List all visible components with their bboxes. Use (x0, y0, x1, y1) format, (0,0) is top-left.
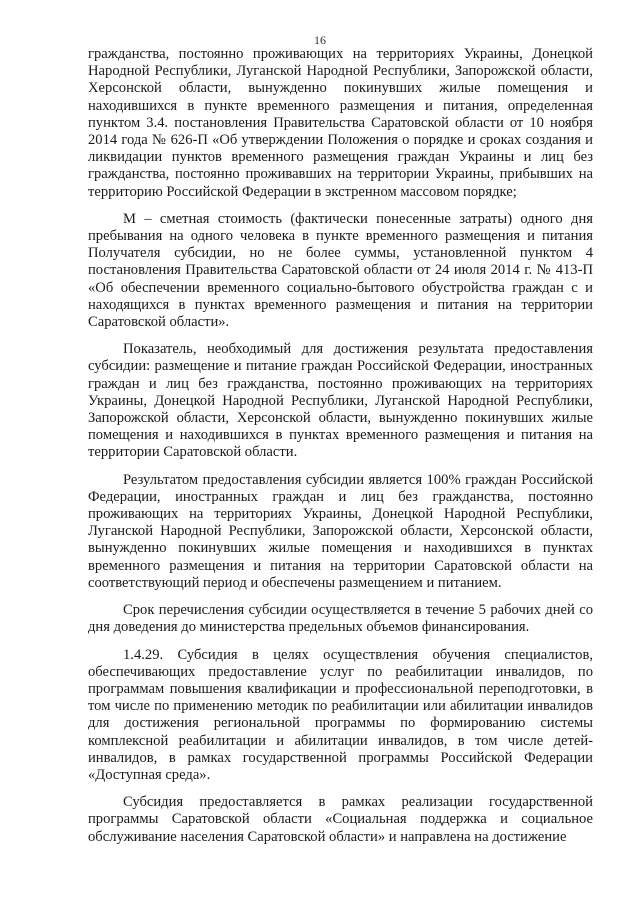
paragraph: Субсидия предоставляется в рамках реализации государственной программы Саратовской области «Социальная поддержка и социальное обслуживание населения Саратовской области» и направлена на достижение (88, 794, 593, 845)
page-number: 16 (314, 33, 326, 47)
paragraph: Показатель, необходимый для достижения результата предоставления субсидии: размещение и питание граждан Российской Федерации, иностранных граждан и лиц без гражданства, постоянно проживающих на территориях Украины, Донецкой Народной Республики, Луганской Народной Республики, Запорожской области, Херсонской области, вынужденно покинувших жилые помещения и находившихся в пунктах временного размещения и питания на территории Саратовской области. (88, 341, 593, 461)
paragraph: M – сметная стоимость (фактически понесенные затраты) одного дня пребывания на одного человека в пункте временного размещения и питания Получателя субсидии, но не более суммы, установленной пунктом 4 постановления Правительства Саратовской области от 24 июля 2014 г. № 413-П «Об обеспечении временного социально-бытового обустройства граждан с и находящихся в пунктах временного размещения и питания на территории Саратовской области». (88, 210, 593, 331)
paragraph: Результатом предоставления субсидии является 100% граждан Российской Федерации, иностранных граждан и лиц без гражданства, постоянно проживающих на территориях Украины, Донецкой Народной Республики, Луганской Народной Республики, Запорожской области, Херсонской области, вынужденно покинувших жилые помещения и находившихся в пунктах временного размещения и питания на территории Саратовской области на соответствующий период и обеспечены размещением и питанием. (88, 471, 593, 591)
document-body (88, 46, 593, 856)
paragraph: гражданства, постоянно проживающих на территориях Украины, Донецкой Народной Республики, Луганской Народной Республики, Запорожской области, Херсонской области, вынужденно покинувших жилые помещения и находившихся в пункте временного размещения и питания, определенная пунктом 3.4. постановления Правительства Саратовской области от 10 ноября 2014 года № 626-П «Об утверждении Положения о порядке и сроках создания и ликвидации пунктов временного размещения граждан Украины и лиц без гражданства, постоянно проживавших на территории Украины, прибывших на территорию Российской Федерации в экстренном массовом порядке; (88, 46, 593, 200)
paragraph: Срок перечисления субсидии осуществляется в течение 5 рабочих дней со дня доведения до министерства предельных объемов финансирования. (88, 602, 593, 636)
paragraph: 1.4.29. Субсидия в целях осуществления обучения специалистов, обеспечивающих предоставление услуг по реабилитации инвалидов, по программам повышения квалификации и профессиональной переподготовки, в том числе по применению методик по реабилитации или абилитации инвалидов для достижения региональной программы по формированию системы комплексной реабилитации и абилитации инвалидов, в том числе детей-инвалидов, в рамках государственной программы Российской Федерации «Доступная среда». (88, 646, 593, 783)
